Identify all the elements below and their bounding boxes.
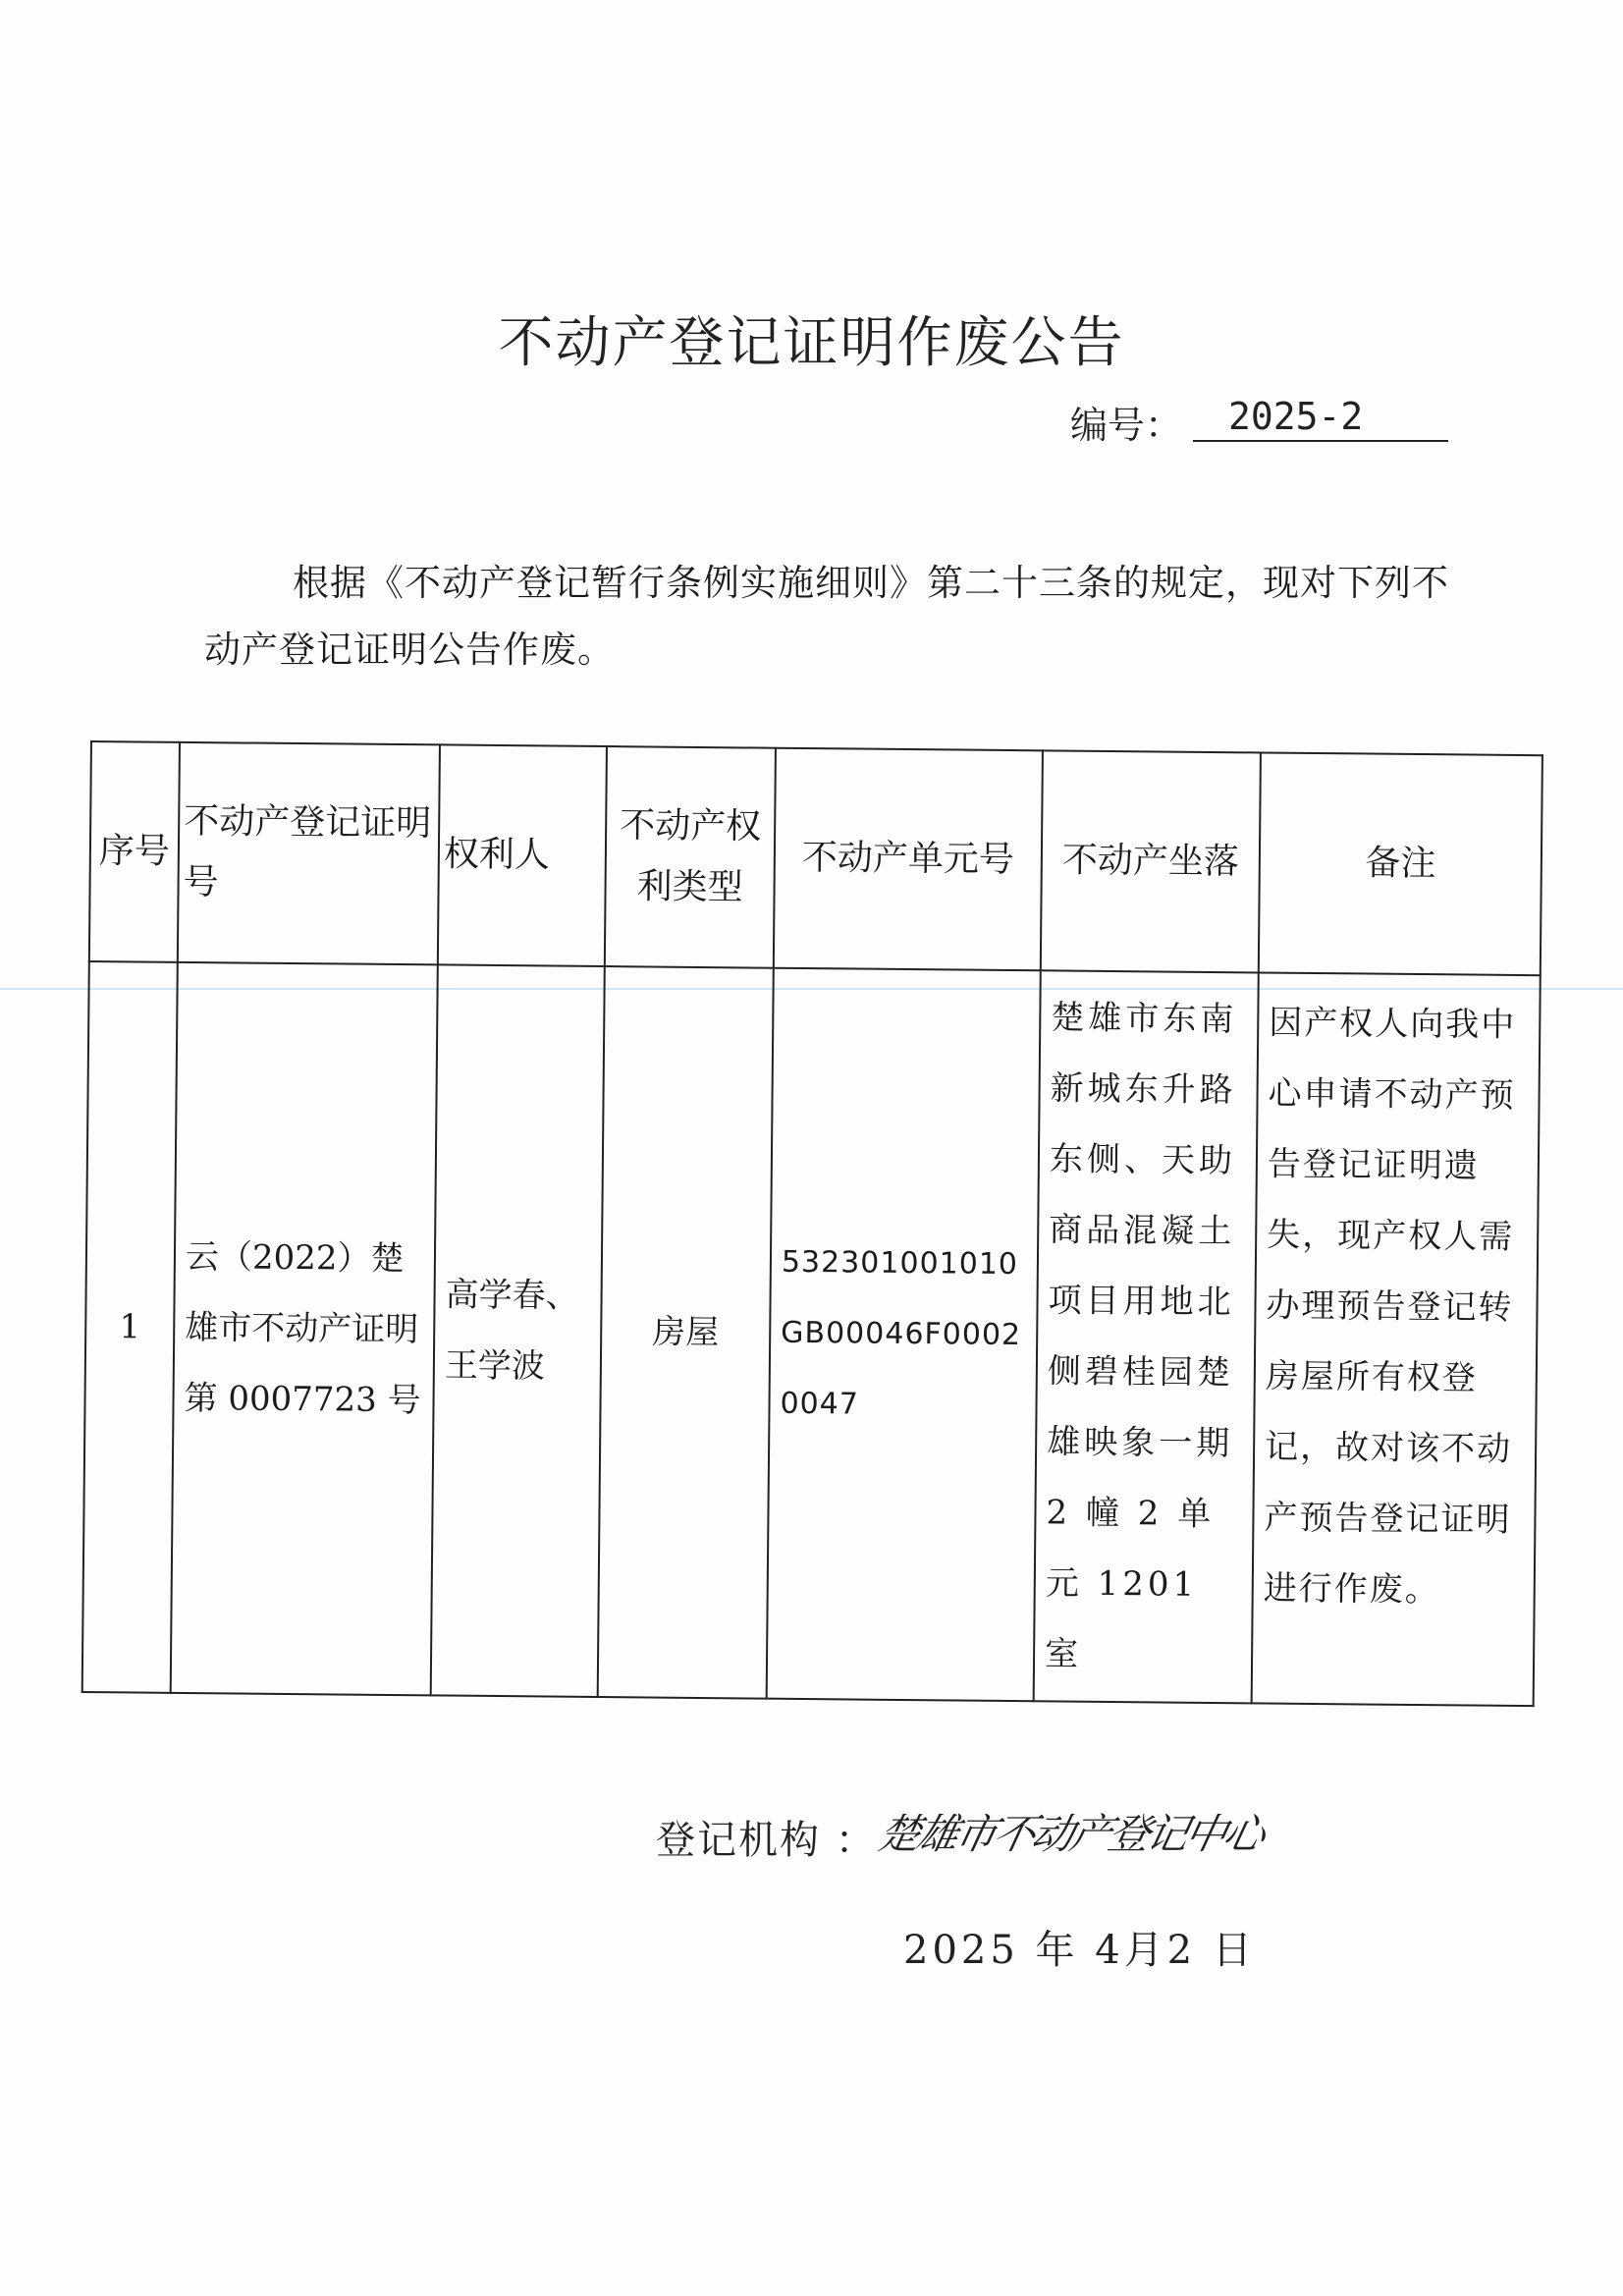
registration-org-label: 登记机构 ： — [656, 1818, 877, 1863]
header-cert-no: 不动产登记证明号 — [178, 742, 440, 965]
cell-location: 楚雄市东南新城东升路东侧、天助商品混凝土项目用地北侧碧桂园楚雄映象一期 2 幢 2 单元 1201 室 — [1034, 970, 1259, 1703]
header-right-type: 不动产权利类型 — [605, 746, 776, 968]
cell-right-type: 房屋 — [598, 966, 774, 1699]
header-seq: 序号 — [89, 741, 180, 962]
header-holder: 权利人 — [438, 744, 607, 966]
doc-number-label: 编号： — [1070, 404, 1183, 447]
document-title: 不动产登记证明作废公告 — [498, 311, 1125, 375]
cell-cert-no: 云（2022）楚雄市不动产证明第 0007723 号 — [171, 962, 438, 1696]
cell-seq: 1 — [82, 961, 178, 1693]
void-certificate-table — [81, 740, 1543, 1707]
cell-remark: 因产权人向我中心申请不动产预告登记证明遗失，现产权人需办理预告登记转房屋所有权登记，故对该不动产预告登记证明进行作废。 — [1252, 972, 1541, 1706]
table-row — [82, 961, 1541, 1706]
header-location: 不动产坐落 — [1041, 750, 1261, 972]
doc-number-value: 2025-2 — [1193, 395, 1448, 442]
cell-unit-no: 532301001010GB00046F00020047 — [767, 968, 1041, 1702]
header-unit-no: 不动产单元号 — [774, 748, 1043, 971]
table-header-row — [89, 741, 1542, 975]
announcement-date: 2025 年 4月2 日 — [903, 1928, 1256, 1973]
announcement-paragraph: 根据《不动产登记暂行条例实施细则》第二十三条的规定，现对下列不动产登记证明公告作废。 — [204, 562, 1449, 671]
cell-holder: 高学春、王学波 — [431, 964, 605, 1697]
registration-org-signature: 楚雄市不动产登记中心 — [874, 1810, 1268, 1858]
header-remark: 备注 — [1259, 752, 1542, 975]
